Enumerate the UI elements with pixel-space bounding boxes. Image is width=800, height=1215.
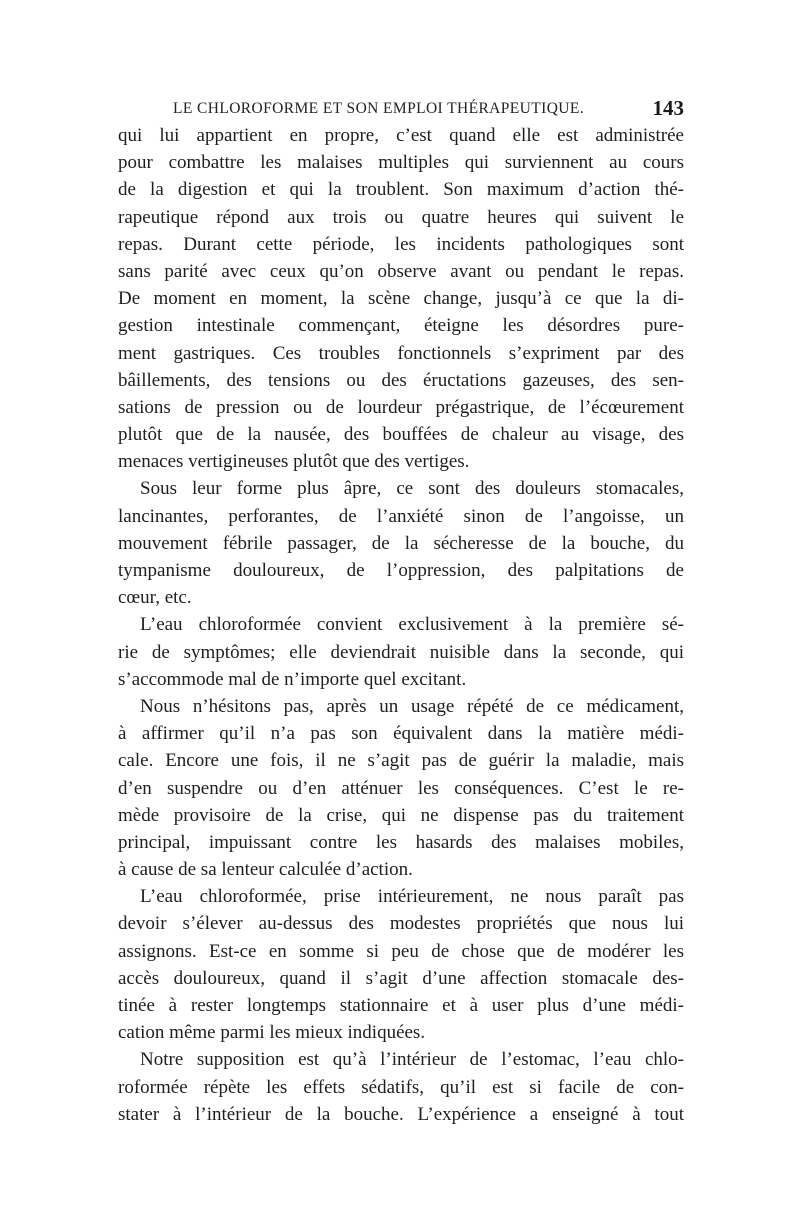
text-line: L’eau chloroformée convient exclusivement à la première sé- (140, 614, 684, 636)
text-line: plutôt que de la nausée, des bouffées de chaleur au visage, des (118, 424, 684, 446)
text-line: cœur, etc. (118, 587, 192, 609)
text-line: bâillements, des tensions ou des éructations gazeuses, des sen- (118, 369, 684, 391)
text-line: à affirmer qu’il n’a pas son équivalent dans la matière médi- (118, 723, 684, 745)
text-line: sans parité avec ceux qu’on observe avant ou pendant le repas. (118, 260, 684, 282)
text-line: sations de pression ou de lourdeur prégastrique, de l’écœurement (118, 396, 684, 418)
running-title: LE CHLOROFORME ET SON EMPLOI THÉRAPEUTIQUE. (173, 100, 585, 117)
text-line: qui lui appartient en propre, c’est quand elle est administrée (118, 125, 684, 146)
text-line: rapeutique répond aux trois ou quatre heures qui suivent le (118, 206, 684, 228)
paragraph-6 (118, 1046, 684, 1128)
paragraph-5 (118, 883, 684, 1046)
text-line: tympanisme douloureux, de l’oppression, des palpitations de (118, 560, 684, 581)
text-line: mède provisoire de la crise, qui ne dispense pas du traitement (118, 804, 684, 826)
paragraph-3 (118, 611, 684, 693)
page-number: 143 (652, 96, 684, 120)
text-line: Sous leur forme plus âpre, ce sont des douleurs stomacales, (140, 478, 684, 500)
text-line: principal, impuissant contre les hasards des malaises mobiles, (118, 831, 684, 853)
body-text (118, 122, 684, 1128)
running-head (118, 96, 684, 122)
text-line: assignons. Est-ce en somme si peu de chose que de modérer les (118, 940, 684, 962)
text-line: De moment en moment, la scène change, jusqu’à ce que la di- (118, 288, 684, 310)
paragraph-4 (118, 693, 684, 883)
text-line: s’accommode mal de n’importe quel excitant. (118, 668, 467, 690)
text-line: stater à l’intérieur de la bouche. L’expérience a enseigné à tout (118, 1103, 684, 1125)
text-line: L’eau chloroformée, prise intérieurement, ne nous paraît pas (140, 886, 684, 908)
text-line: ment gastriques. Ces troubles fonctionnels s’expriment par des (118, 342, 684, 364)
text-line: cation même parmi les mieux indiquées. (118, 1022, 426, 1044)
text-line: Nous n’hésitons pas, après un usage répété de ce médicament, (140, 695, 684, 717)
text-line: devoir s’élever au-dessus des modestes propriétés que nous lui (118, 913, 684, 935)
text-line: pour combattre les malaises multiples qui surviennent au cours (118, 152, 684, 174)
paragraph-2 (118, 475, 684, 611)
text-line: roformée répète les effets sédatifs, qu’il est si facile de con- (118, 1076, 684, 1098)
text-line: menaces vertigineuses plutôt que des vertiges. (118, 451, 470, 473)
text-line: rie de symptômes; elle deviendrait nuisible dans la seconde, qui (118, 641, 684, 663)
text-line: gestion intestinale commençant, éteigne les désordres pure- (118, 315, 684, 337)
text-line: de la digestion et qui la troublent. Son maximum d’action thé- (118, 179, 684, 201)
text-line: mouvement fébrile passager, de la sécheresse de la bouche, du (118, 532, 684, 554)
text-line: cale. Encore une fois, il ne s’agit pas de guérir la maladie, mais (118, 750, 684, 772)
paragraph-1 (118, 122, 684, 475)
text-line: Notre supposition est qu’à l’intérieur de l’estomac, l’eau chlo- (140, 1049, 684, 1071)
text-line: accès douloureux, quand il s’agit d’une affection stomacale des- (118, 967, 684, 989)
text-line: lancinantes, perforantes, de l’anxiété sinon de l’angoisse, un (118, 505, 684, 527)
text-line: tinée à rester longtemps stationnaire et à user plus d’une médi- (118, 995, 684, 1016)
text-line: d’en suspendre ou d’en atténuer les conséquences. C’est le re- (118, 777, 684, 799)
text-line: à cause de sa lenteur calculée d’action. (118, 859, 413, 881)
text-line: repas. Durant cette période, les incidents pathologiques sont (118, 233, 684, 255)
